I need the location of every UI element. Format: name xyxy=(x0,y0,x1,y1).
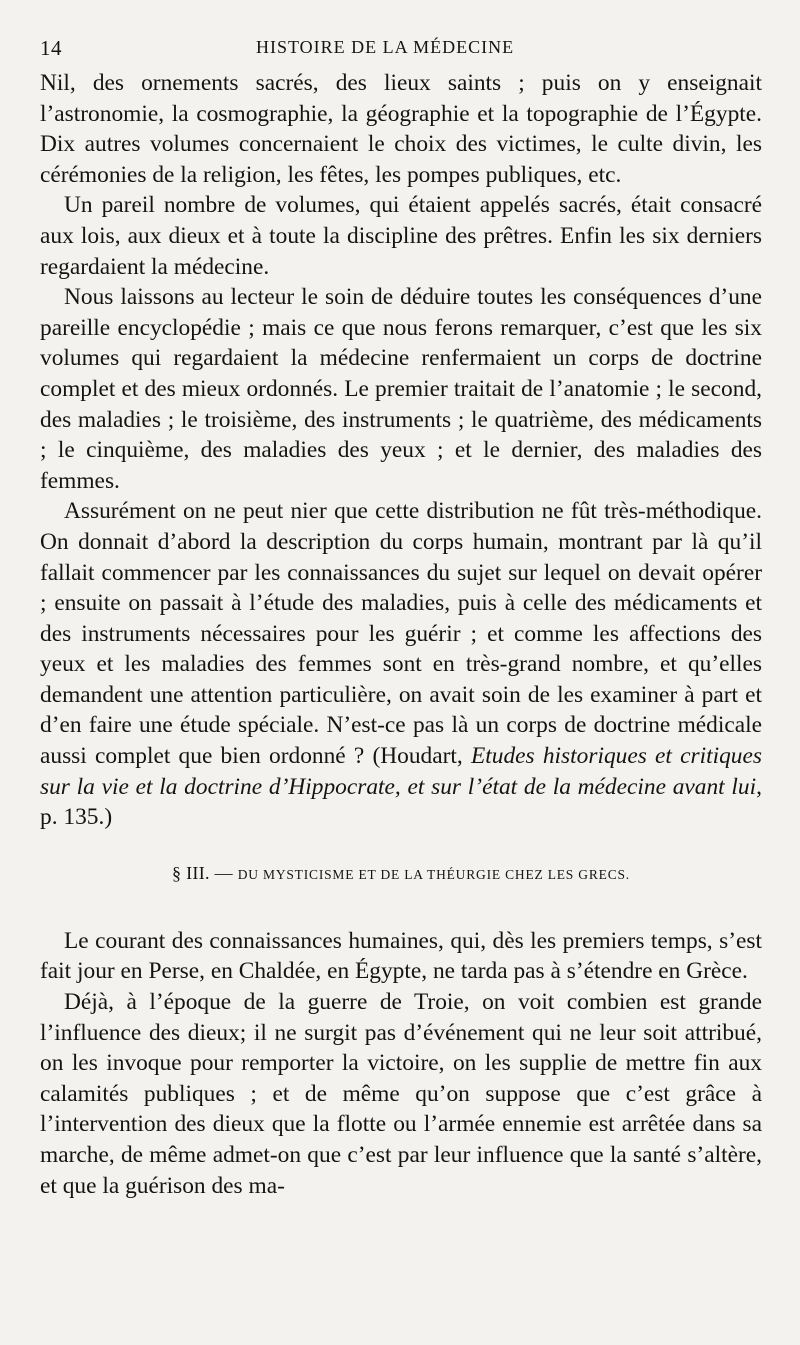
section-paragraph-2: Déjà, à l’époque de la guerre de Troie, on voit combien est grande l’influence des dieux; il ne surgit pas d’événement qui ne leur soit attribué, on les invoque pour remporter la victoire, on les supplie de mettre fin aux calamités publiques ; et de même qu’on suppose que c’est grâce à l’intervention des dieux que la flotte ou l’armée ennemie est arrêtée dans sa marche, de même admet-on que c’est par leur influence que la santé s’altère, et que la guérison des ma- xyxy=(40,989,762,1199)
citation-title: Etudes historiques et critiques sur la vie et la doctrine d’Hippocrate, et sur l’état de la médecine avant lui xyxy=(40,743,762,800)
section-title: DU MYSTICISME ET DE LA THÉURGIE CHEZ LES GRECS. xyxy=(237,866,630,882)
paragraph-3: Nous laissons au lecteur le soin de déduire toutes les conséquences d’une pareille encyclopédie ; mais ce que nous ferons remarquer, c’est que les six volumes qui regardaient la médecine renfermaient un corps de doctrine complet et des mieux ordonnés. Le premier traitait de l’anatomie ; le second, des maladies ; le troisième, des instruments ; le quatrième, des médicaments ; le cinquième, des maladies des yeux ; et le dernier, des maladies des femmes. xyxy=(40,284,762,494)
paragraph-4 xyxy=(40,496,762,833)
running-title: HISTOIRE DE LA MÉDECINE xyxy=(256,37,515,57)
section-paragraph-1: Le courant des connaissances humaines, qui, dès les premiers temps, s’est fait jour en Perse, en Chaldée, en Égypte, ne tarda pas à s’étendre en Grèce. xyxy=(40,927,762,985)
book-page xyxy=(40,34,762,1201)
page-number: 14 xyxy=(40,36,62,60)
section-heading xyxy=(40,863,762,884)
paragraph-1: Nil, des ornements sacrés, des lieux saints ; puis on y enseignait l’astronomie, la cosmographie, la géographie et la topographie de l’Égypte. Dix autres volumes concernaient le choix des victimes, le culte divin, les cérémonies de la religion, les fêtes, les pompes publiques, etc. xyxy=(40,70,762,188)
paragraph-2: Un pareil nombre de volumes, qui étaient appelés sacrés, était consacré aux lois, aux dieux et à toute la discipline des prêtres. Enfin les six derniers regardaient la médecine. xyxy=(40,192,762,280)
section-dash: — xyxy=(214,862,233,883)
running-head xyxy=(40,34,762,68)
paragraph-4-text: Assurément on ne peut nier que cette distribution ne fût très-méthodique. On donnait d’abord la description du corps humain, montrant par là qu’il fallait commencer par les connaissances du sujet sur lequel on devait opérer ; ensuite on passait à l’étude des maladies, puis à celle des médicaments et des instruments nécessaires pour les guérir ; et comme les affections des yeux et les maladies des femmes sont en très-grand nombre, et qu’elles demandent une attention particulière, on avait soin de les examiner à part et d’en faire une étude spéciale. N’est-ce pas là un corps de doctrine médicale aussi complet que bien ordonné ? (Houdart, xyxy=(40,498,762,770)
citation-end: , p. 135.) xyxy=(40,773,762,831)
section-number: § III. xyxy=(172,862,210,883)
